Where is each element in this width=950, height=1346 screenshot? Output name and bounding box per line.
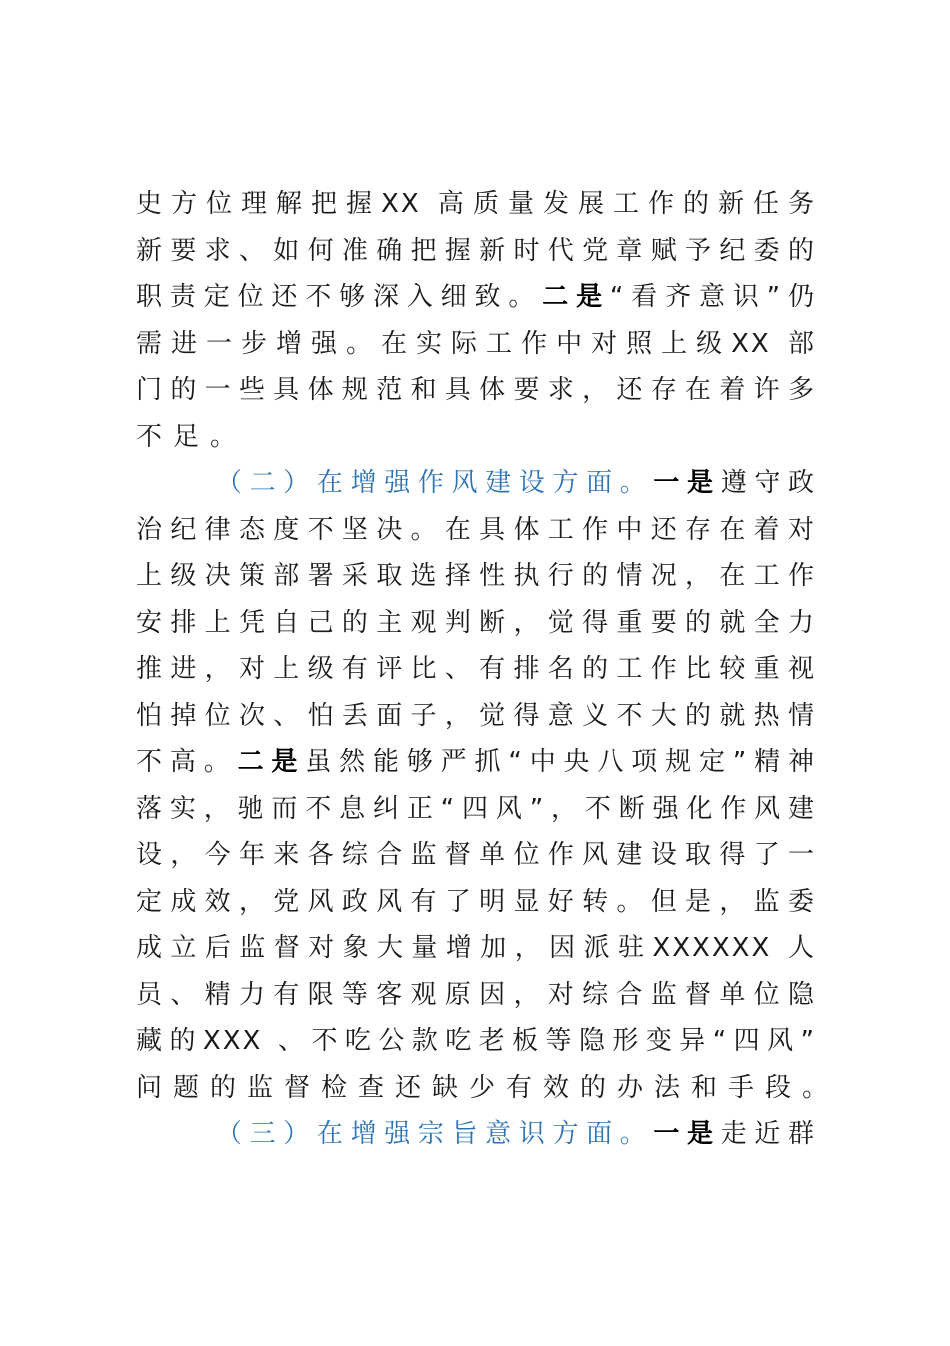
text-line bbox=[136, 786, 816, 833]
text-segment: 成立后监督对象大量增加，因派驻XXXXXX 人 bbox=[136, 933, 816, 963]
text-line bbox=[136, 274, 816, 321]
bold-marker: 二是 bbox=[237, 747, 306, 777]
text-segment: 定成效，党风政风有了明显好转。但是，监委 bbox=[136, 886, 816, 917]
text-segment: 史方位理解把握XX 高质量发展工作的新任务 bbox=[136, 189, 816, 219]
text-line bbox=[136, 1018, 816, 1065]
text-segment: 门的一些具体规范和具体要求，还存在着许多 bbox=[136, 375, 816, 405]
text-line bbox=[136, 460, 816, 507]
text-line bbox=[136, 972, 816, 1019]
text-line bbox=[136, 739, 816, 786]
text-line bbox=[136, 321, 816, 368]
section-heading: （二）在增强作风建设方面。 bbox=[216, 468, 654, 498]
bold-marker: 一是 bbox=[653, 1119, 721, 1149]
text-segment: 走近群 bbox=[720, 1119, 816, 1149]
text-segment: 需进一步增强。在实际工作中对照上级XX 部 bbox=[136, 328, 816, 359]
text-segment: 虽然能够严抓“中央八项规定”精神 bbox=[305, 747, 816, 777]
text-segment: 不高。 bbox=[136, 747, 238, 777]
text-segment: 职责定位还不够深入细致。 bbox=[136, 282, 543, 312]
text-segment: 安排上凭自己的主观判断，觉得重要的就全力 bbox=[136, 607, 816, 638]
body-text bbox=[136, 181, 840, 1158]
text-segment: “看齐意识”仍 bbox=[609, 282, 816, 312]
text-line bbox=[136, 646, 816, 693]
text-line bbox=[136, 1065, 840, 1112]
text-line bbox=[136, 832, 816, 879]
text-line bbox=[136, 414, 816, 461]
text-segment: 遵守政 bbox=[720, 468, 816, 498]
text-segment: 推进，对上级有评比、有排名的工作比较重视 bbox=[136, 654, 816, 684]
bold-marker: 一是 bbox=[653, 468, 721, 498]
text-line bbox=[136, 507, 816, 554]
text-line bbox=[136, 1111, 816, 1158]
section-heading: （三）在增强宗旨意识方面。 bbox=[216, 1119, 654, 1149]
text-segment: 治纪律态度不坚决。在具体工作中还存在着对 bbox=[136, 514, 816, 545]
text-line bbox=[136, 367, 816, 414]
text-segment: 员、精力有限等客观原因，对综合监督单位隐 bbox=[136, 979, 816, 1010]
text-segment: 怕掉位次、怕丢面子，觉得意义不大的就热情 bbox=[136, 700, 816, 731]
text-segment: 设，今年来各综合监督单位作风建设取得了一 bbox=[136, 840, 816, 870]
text-line bbox=[136, 925, 816, 972]
text-segment: 落实，驰而不息纠正“四风”，不断强化作风建 bbox=[136, 793, 816, 824]
text-segment: 上级决策部署采取选择性执行的情况，在工作 bbox=[136, 561, 816, 591]
text-segment: 问题的监督检查还缺少有效的办法和手段。 bbox=[136, 1072, 840, 1103]
text-line bbox=[136, 228, 816, 275]
text-line bbox=[136, 181, 816, 228]
bold-marker: 二是 bbox=[542, 282, 610, 312]
text-line bbox=[136, 600, 816, 647]
text-segment: 新要求、如何准确把握新时代党章赋予纪委的 bbox=[136, 235, 816, 266]
text-line bbox=[136, 693, 816, 740]
text-segment: 不足。 bbox=[136, 421, 248, 452]
text-line bbox=[136, 553, 816, 600]
text-segment: 藏的XXX 、不吃公款吃老板等隐形变异“四风” bbox=[136, 1026, 816, 1056]
text-line bbox=[136, 879, 816, 926]
